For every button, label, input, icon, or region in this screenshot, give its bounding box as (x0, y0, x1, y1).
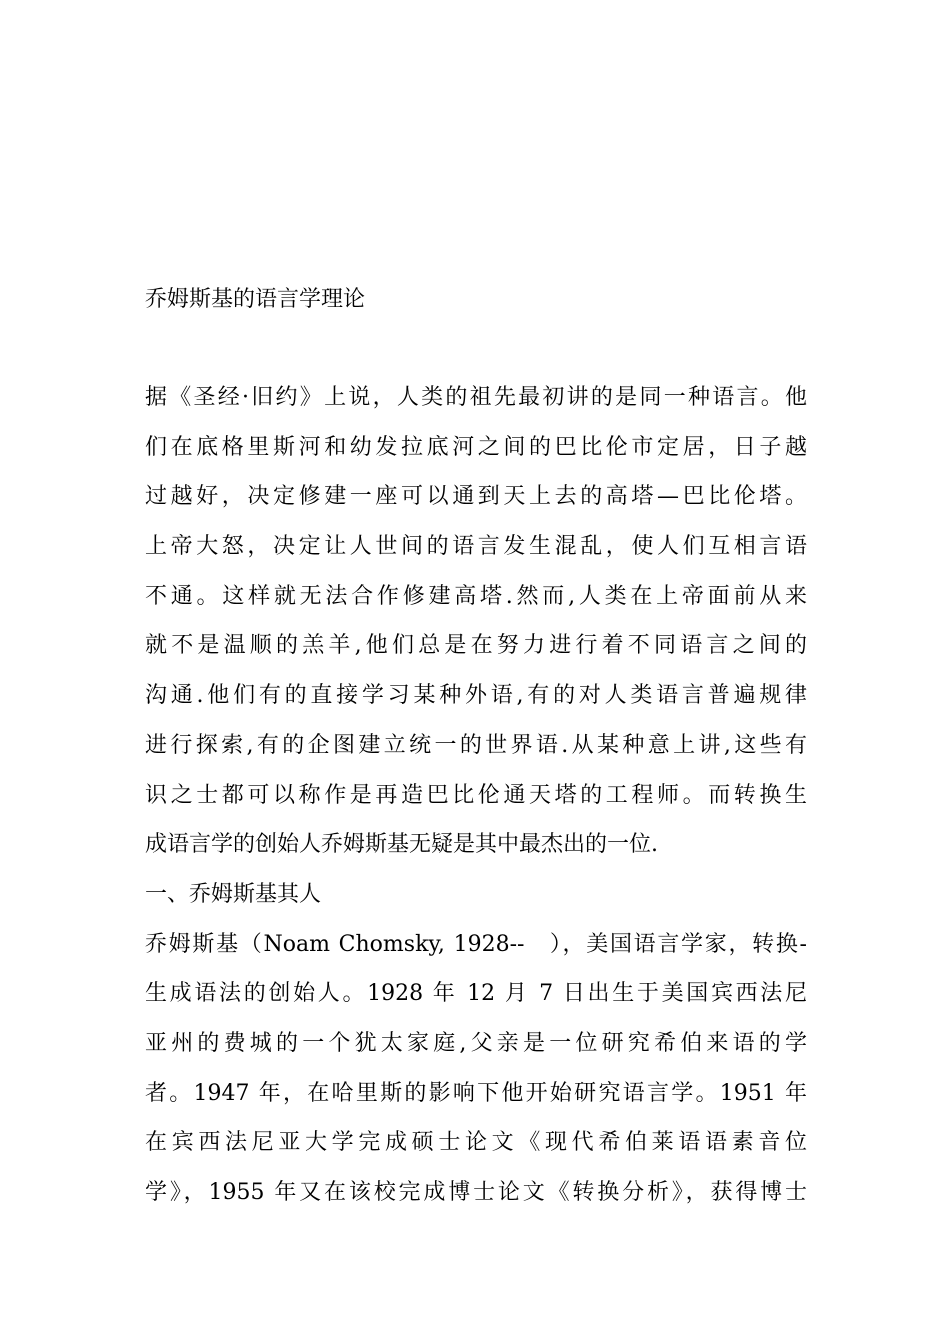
body-line: 一、乔姆斯基其人 (145, 881, 322, 907)
document-page (145, 0, 807, 1344)
body-line: 进行探索,有的企图建立统一的世界语.从某种意上讲,这些有 (145, 732, 807, 758)
body-line: 们在底格里斯河和幼发拉底河之间的巴比伦市定居，日子越 (145, 434, 807, 460)
body-line: 在宾西法尼亚大学完成硕士论文《现代希伯莱语语素音位 (145, 1130, 807, 1156)
body-line: 就不是温顺的羔羊,他们总是在努力进行着不同语言之间的 (145, 633, 807, 659)
body-line: 乔姆斯基（Noam Chomsky, 1928-- ），美国语言学家，转换- (145, 931, 807, 957)
body-line: 者。1947 年，在哈里斯的影响下他开始研究语言学。1951 年 (145, 1080, 807, 1106)
document-body (145, 380, 807, 1225)
body-line: 过越好，决定修建一座可以通到天上去的高塔—巴比伦塔。 (145, 484, 807, 510)
body-line: 生成语法的创始人。1928 年 12 月 7 日出生于美国宾西法尼 (145, 981, 807, 1007)
body-line: 据《圣经·旧约》上说，人类的祖先最初讲的是同一种语言。他 (145, 385, 807, 410)
body-line: 沟通.他们有的直接学习某种外语,有的对人类语言普遍规律 (145, 683, 807, 709)
document-title: 乔姆斯基的语言学理论 (145, 287, 366, 312)
body-line: 上帝大怒，决定让人世间的语言发生混乱，使人们互相言语 (145, 534, 807, 560)
body-line: 成语言学的创始人乔姆斯基无疑是其中最杰出的一位. (145, 832, 658, 858)
body-line: 亚州的费城的一个犹太家庭,父亲是一位研究希伯来语的学 (145, 1030, 807, 1056)
body-line: 不通。这样就无法合作修建高塔.然而,人类在上帝面前从来 (145, 583, 807, 609)
body-line: 学》，1955 年又在该校完成博士论文《转换分析》，获得博士 (145, 1180, 807, 1205)
body-line: 识之士都可以称作是再造巴比伦通天塔的工程师。而转换生 (145, 782, 807, 808)
